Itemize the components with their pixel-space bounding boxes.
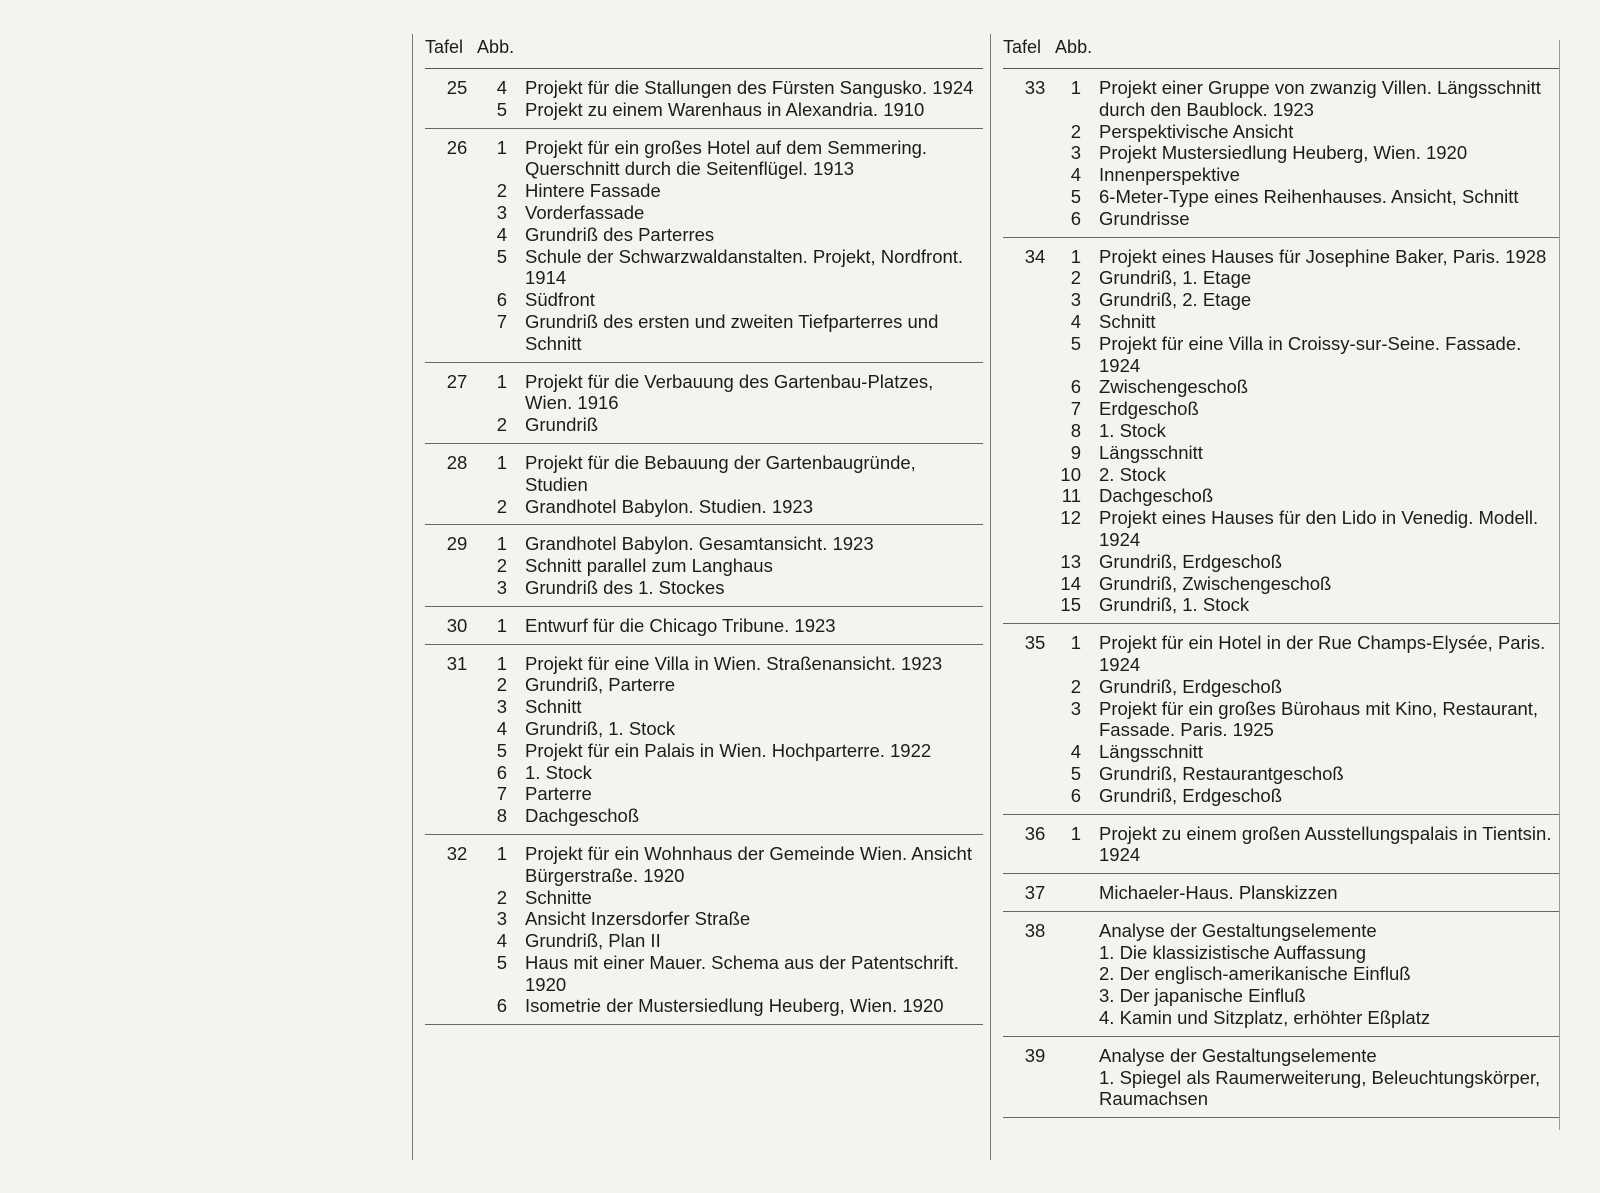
tafel-group (1003, 238, 1559, 625)
entry-text: Projekt für eine Villa in Croissy-sur-Seine. Fassade. 1924 (1099, 332, 1522, 376)
entry-text: Grundriß, 1. Etage (1099, 267, 1252, 289)
abb-number: 1 (496, 451, 507, 473)
entry-text: Grundriß des ersten und zweiten Tiefparterres und Schnitt (525, 310, 939, 354)
list-item (425, 533, 983, 555)
list-item (1003, 507, 1559, 551)
abb-number: 4 (496, 223, 507, 245)
tafel-number: 31 (446, 652, 468, 674)
abb-number: 3 (1070, 697, 1081, 719)
entry-text: Projekt zu einem Warenhaus in Alexandria. 1910 (525, 98, 925, 120)
list-item (425, 496, 983, 518)
tafel-group (425, 129, 983, 363)
entry-text: Erdgeschoß (1099, 398, 1199, 420)
abb-number: 7 (1070, 398, 1081, 420)
abb-number: 2 (496, 674, 507, 696)
entry-text: Grundriß des 1. Stockes (525, 576, 725, 598)
list-item (1003, 246, 1559, 268)
right-column-header (1003, 34, 1559, 69)
entry-text: 1. Spiegel als Raumerweiterung, Beleuchtungskörper, Raumachsen (1099, 1066, 1541, 1110)
tafel-number: 36 (1024, 822, 1046, 844)
entry-text: Projekt einer Gruppe von zwanzig Villen. Längsschnitt durch den Baublock. 1923 (1099, 77, 1541, 120)
entry-text: Grundriß, Zwischengeschoß (1099, 572, 1332, 594)
list-item (1003, 420, 1559, 442)
abb-number: 1 (496, 533, 507, 555)
entry-text: Projekt eines Hauses für Josephine Baker, Paris. 1928 (1099, 245, 1547, 267)
list-item (1003, 785, 1559, 807)
list-item (425, 805, 983, 827)
abb-number (1003, 1007, 1099, 1029)
list-item (425, 674, 983, 696)
tafel-group (1003, 69, 1559, 238)
abb-number: 10 (1060, 463, 1081, 485)
entry-text: Dachgeschoß (1099, 485, 1214, 507)
entry-text: Projekt eines Hauses für den Lido in Venedig. Modell. 1924 (1099, 507, 1539, 550)
abb-number: 1 (496, 370, 507, 392)
list-item (1003, 464, 1559, 486)
list-item (425, 718, 983, 740)
tafel-number: 37 (1024, 882, 1046, 904)
tafel-number: 32 (446, 842, 468, 864)
abb-number: 3 (1070, 289, 1081, 311)
entry-text: Isometrie der Mustersiedlung Heuberg, Wien. 1920 (525, 995, 944, 1017)
entry-text: Projekt für die Verbauung des Gartenbau-Platzes, Wien. 1916 (525, 370, 934, 414)
abb-number: 15 (1060, 594, 1081, 616)
list-item (425, 740, 983, 762)
entry-text: Entwurf für die Chicago Tribune. 1923 (525, 614, 836, 636)
tafel-number: 35 (1024, 632, 1046, 654)
abb-number: 11 (1061, 485, 1081, 507)
list-item (1003, 985, 1559, 1007)
list-item (425, 311, 983, 355)
list-item (1003, 823, 1559, 867)
list-item (1003, 942, 1559, 964)
abb-number: 2 (496, 495, 507, 517)
abb-number: 8 (1070, 419, 1081, 441)
abb-number: 6 (496, 995, 507, 1017)
right-list (991, 69, 1559, 1118)
list-item (1003, 142, 1559, 164)
entry-text: 2. Stock (1099, 463, 1166, 485)
entry-text: Schnitt (1099, 310, 1156, 332)
tafel-number: 34 (1024, 245, 1046, 267)
list-item (425, 887, 983, 909)
abb-number: 2 (496, 555, 507, 577)
entry-text: Grundriß, Erdgeschoß (1099, 550, 1283, 572)
list-item (1003, 1045, 1559, 1067)
abb-number: 2 (1070, 120, 1081, 142)
page-edge-line (1559, 40, 1560, 1130)
tafel-number: 27 (446, 370, 468, 392)
entry-text: 1. Stock (525, 761, 592, 783)
list-item (1003, 77, 1559, 121)
abb-number: 3 (496, 576, 507, 598)
list-item (1003, 311, 1559, 333)
header-abb: Abb. (477, 37, 515, 57)
entry-text: Analyse der Gestaltungselemente (1099, 1044, 1377, 1066)
list-item (1003, 882, 1559, 904)
list-item (1003, 676, 1559, 698)
list-item (1003, 1067, 1559, 1111)
list-item (425, 371, 983, 415)
entry-text: Projekt für ein großes Hotel auf dem Semmering. Querschnitt durch die Seitenflügel. 1913 (525, 136, 928, 180)
header-tafel: Tafel (1003, 37, 1042, 57)
entry-text: Grundriß, Plan II (525, 930, 661, 952)
list-item (1003, 1007, 1559, 1029)
list-item (1003, 698, 1559, 742)
list-item (425, 246, 983, 290)
list-item (425, 762, 983, 784)
list-item (1003, 551, 1559, 573)
list-item (1003, 289, 1559, 311)
entry-text: Projekt für die Stallungen des Fürsten Sangusko. 1924 (525, 77, 974, 98)
list-item (1003, 442, 1559, 464)
tafel-number: 26 (446, 136, 468, 158)
list-item (1003, 741, 1559, 763)
entry-text: Grundriß, Restaurantgeschoß (1099, 762, 1344, 784)
entry-text: 2. Der englisch-amerikanische Einfluß (1099, 963, 1411, 985)
entry-text: Grundriß, Erdgeschoß (1099, 675, 1283, 697)
abb-number: 1 (496, 136, 507, 158)
list-item (1003, 485, 1559, 507)
abb-number: 6 (496, 289, 507, 311)
header-abb: Abb. (1055, 37, 1093, 57)
entry-text: Vorderfassade (525, 201, 645, 223)
list-item (425, 77, 983, 99)
entry-text: Längsschnitt (1099, 441, 1203, 463)
list-item (425, 224, 983, 246)
entry-text: Projekt Mustersiedlung Heuberg, Wien. 1920 (1099, 142, 1468, 164)
list-item (1003, 963, 1559, 985)
abb-number: 5 (496, 951, 507, 973)
entry-text: Grundriß, 2. Etage (1099, 289, 1252, 311)
abb-number: 1 (496, 652, 507, 674)
abb-number: 3 (1070, 142, 1081, 164)
entry-text: Grundriß, 1. Stock (525, 717, 676, 739)
abb-number: 1 (496, 842, 507, 864)
list-item (1003, 333, 1559, 377)
tafel-group (1003, 874, 1559, 912)
entry-text: Projekt für die Bebauung der Gartenbaugründe, Studien (525, 451, 916, 495)
list-item (425, 577, 983, 599)
tafel-group (1003, 912, 1559, 1037)
entry-text: Grandhotel Babylon. Gesamtansicht. 1923 (525, 533, 874, 555)
abb-number: 2 (496, 180, 507, 202)
list-item (425, 783, 983, 805)
abb-number: 5 (496, 739, 507, 761)
abb-number: 1 (1070, 77, 1081, 98)
entry-text: Projekt für ein Wohnhaus der Gemeinde Wien. Ansicht Bürgerstraße. 1920 (525, 842, 972, 886)
entry-text: Grundriß, Parterre (525, 674, 676, 696)
tafel-group (425, 363, 983, 444)
abb-number: 8 (496, 805, 507, 827)
entry-text: Projekt zu einem großen Ausstellungspalais in Tientsin. 1924 (1099, 822, 1552, 866)
tafel-number: 25 (446, 77, 468, 98)
abb-number (1003, 963, 1099, 985)
list-item (425, 452, 983, 496)
list-item (425, 289, 983, 311)
tafel-number: 39 (1024, 1044, 1046, 1066)
header-tafel: Tafel (425, 37, 464, 57)
right-column (990, 34, 1559, 1160)
entry-text: Grundriß, Erdgeschoß (1099, 784, 1283, 806)
entry-text: Haus mit einer Mauer. Schema aus der Patentschrift. 1920 (525, 951, 959, 995)
list-item (425, 137, 983, 181)
tafel-group (425, 525, 983, 606)
entry-text: Schule der Schwarzwaldanstalten. Projekt, Nordfront. 1914 (525, 245, 964, 289)
list-item (1003, 594, 1559, 616)
list-item (1003, 920, 1559, 942)
list-item (425, 908, 983, 930)
abb-number: 6 (1070, 207, 1081, 229)
entry-text: Projekt für eine Villa in Wien. Straßenansicht. 1923 (525, 652, 943, 674)
abb-number: 2 (1070, 267, 1081, 289)
tafel-group (1003, 624, 1559, 814)
abb-number: 5 (1070, 332, 1081, 354)
list-item (1003, 573, 1559, 595)
entry-text: Grundriß des Parterres (525, 223, 715, 245)
entry-text: Schnitt parallel zum Langhaus (525, 555, 773, 577)
abb-number: 3 (496, 908, 507, 930)
abb-number: 4 (1070, 741, 1081, 763)
tafel-group (425, 69, 983, 129)
entry-text: 1. Die klassizistische Auffassung (1099, 941, 1367, 963)
left-column-header (425, 34, 983, 69)
abb-number: 4 (1070, 164, 1081, 186)
entry-text: Grandhotel Babylon. Studien. 1923 (525, 495, 813, 517)
entry-text: Innenperspektive (1099, 164, 1240, 186)
abb-number: 5 (496, 245, 507, 267)
entry-text: Schnitt (525, 696, 582, 718)
abb-number: 2 (496, 414, 507, 436)
list-item (425, 615, 983, 637)
tafel-group (425, 835, 983, 1025)
abb-number: 5 (496, 98, 507, 120)
tafel-number: 33 (1024, 77, 1046, 98)
abb-number: 5 (1070, 185, 1081, 207)
list-item (1003, 164, 1559, 186)
list-item (425, 952, 983, 996)
entry-text: Hintere Fassade (525, 180, 661, 202)
abb-number: 12 (1060, 507, 1081, 529)
list-item (425, 555, 983, 577)
abb-number: 5 (1070, 762, 1081, 784)
tafel-group (425, 607, 983, 645)
list-item (1003, 121, 1559, 143)
entry-text: Projekt für ein Palais in Wien. Hochparterre. 1922 (525, 739, 932, 761)
abb-number: 6 (1070, 784, 1081, 806)
entry-text: Projekt für ein Hotel in der Rue Champs-Elysée, Paris. 1924 (1099, 632, 1546, 675)
abb-number: 3 (496, 201, 507, 223)
list-item (1003, 632, 1559, 676)
abb-number: 2 (496, 886, 507, 908)
entry-text: 4. Kamin und Sitzplatz, erhöhter Eßplatz (1099, 1007, 1431, 1029)
list-item (425, 930, 983, 952)
abb-number (1003, 985, 1099, 1007)
entry-text: Ansicht Inzersdorfer Straße (525, 908, 751, 930)
list-item (425, 99, 983, 121)
abb-number (1003, 942, 1099, 964)
abb-number: 6 (1070, 376, 1081, 398)
list-item (1003, 376, 1559, 398)
abb-number (1003, 1067, 1099, 1111)
entry-text: Südfront (525, 289, 595, 311)
tafel-number: 30 (446, 614, 468, 636)
list-item (425, 653, 983, 675)
entry-text: 6-Meter-Type eines Reihenhauses. Ansicht, Schnitt (1099, 185, 1519, 207)
abb-number: 3 (496, 696, 507, 718)
entry-text: Perspektivische Ansicht (1099, 120, 1294, 142)
abb-number: 14 (1060, 572, 1081, 594)
entry-text: Grundriß (525, 414, 598, 436)
tafel-number: 38 (1024, 919, 1046, 941)
abb-number: 4 (496, 77, 507, 98)
entry-text: 3. Der japanische Einfluß (1099, 985, 1306, 1007)
entry-text: Analyse der Gestaltungselemente (1099, 919, 1377, 941)
entry-text: Zwischengeschoß (1099, 376, 1249, 398)
abb-number: 1 (1070, 632, 1081, 654)
entry-text: Längsschnitt (1099, 741, 1203, 763)
entry-text: Grundrisse (1099, 207, 1190, 229)
entry-text: Dachgeschoß (525, 805, 640, 827)
abb-number: 4 (496, 717, 507, 739)
entry-text: 1. Stock (1099, 419, 1166, 441)
abb-number: 7 (496, 310, 507, 332)
tafel-group (425, 645, 983, 835)
list-item (425, 843, 983, 887)
list-item (1003, 208, 1559, 230)
list-item (425, 414, 983, 436)
list-item (1003, 398, 1559, 420)
list-item (1003, 763, 1559, 785)
abb-number: 1 (1070, 245, 1081, 267)
list-item (1003, 186, 1559, 208)
tafel-group (425, 444, 983, 525)
abb-number: 4 (496, 930, 507, 952)
abb-number: 1 (1070, 822, 1081, 844)
left-list (413, 69, 983, 1025)
tafel-number: 28 (446, 451, 468, 473)
abb-number: 9 (1070, 441, 1081, 463)
entry-text: Parterre (525, 783, 592, 805)
list-item (425, 180, 983, 202)
abb-number: 1 (496, 614, 507, 636)
abb-number: 2 (1070, 675, 1081, 697)
list-item (425, 995, 983, 1017)
abb-number: 7 (496, 783, 507, 805)
tafel-group (1003, 815, 1559, 875)
entry-text: Schnitte (525, 886, 592, 908)
abb-number: 4 (1070, 310, 1081, 332)
left-column (412, 34, 983, 1160)
tafel-number: 29 (446, 533, 468, 555)
abb-number: 13 (1060, 550, 1081, 572)
entry-text: Projekt für ein großes Bürohaus mit Kino, Restaurant, Fassade. Paris. 1925 (1099, 697, 1539, 741)
list-item (425, 202, 983, 224)
list-item (425, 696, 983, 718)
entry-text: Michaeler-Haus. Planskizzen (1099, 882, 1338, 904)
entry-text: Grundriß, 1. Stock (1099, 594, 1250, 616)
list-item (1003, 267, 1559, 289)
tafel-group (1003, 1037, 1559, 1118)
abb-number: 6 (496, 761, 507, 783)
